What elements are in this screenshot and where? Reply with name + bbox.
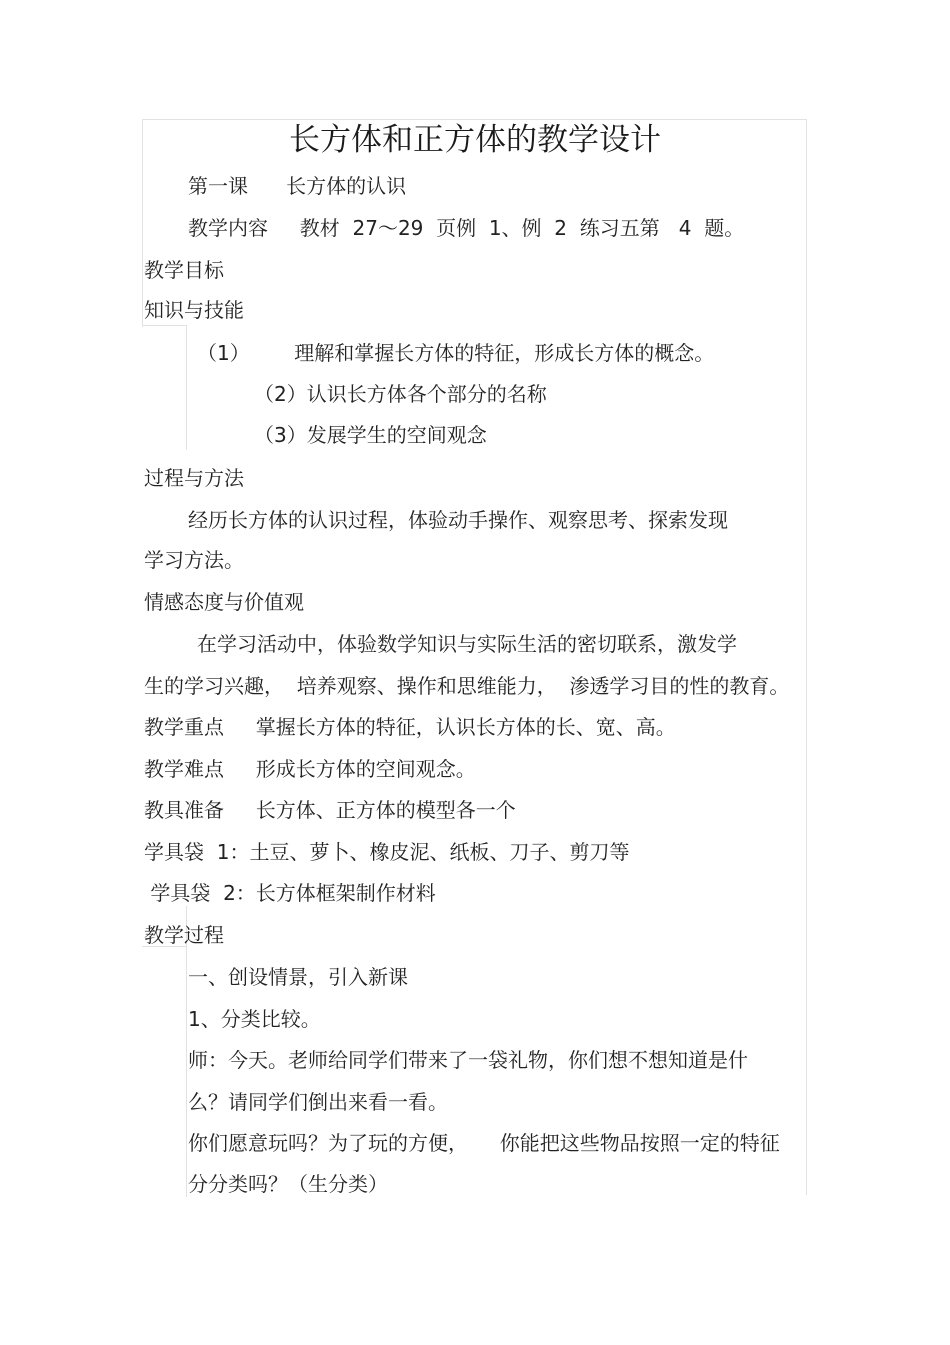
process-step-heading: 一、创设情景，引入新课 (188, 965, 408, 989)
subsection-heading-process-methods: 过程与方法 (144, 466, 244, 490)
section-heading-teaching-process: 教学过程 (144, 923, 224, 947)
teaching-aids-line: 教具准备 长方体、正方体的模型各一个 (144, 798, 516, 822)
goal-item-1: （1） 理解和掌握长方体的特征，形成长方体的概念。 (197, 341, 715, 365)
teaching-difficulty-line: 教学难点 形成长方体的空间观念。 (144, 757, 476, 781)
teaching-focus-line: 教学重点 掌握长方体的特征，认识长方体的长、宽、高。 (144, 715, 676, 739)
student-kit-2-line: 学具袋 2：长方体框架制作材料 (144, 881, 436, 905)
goal-item-3: （3）发展学生的空间观念 (254, 423, 487, 447)
subsection-heading-attitude-values: 情感态度与价值观 (144, 590, 304, 614)
paragraph-line: 在学习活动中，体验数学知识与实际生活的密切联系，激发学 (197, 632, 737, 656)
section-heading-teaching-goals: 教学目标 (144, 258, 224, 282)
paragraph-line: 学习方法。 (144, 548, 244, 572)
page-frame-right-border (806, 119, 807, 1195)
paragraph-line: 经历长方体的认识过程，体验动手操作、观察思考、探索发现 (188, 508, 728, 532)
dialogue-line: 师：今天。老师给同学们带来了一袋礼物，你们想不想知道是什 (188, 1048, 748, 1072)
dialogue-line: 么？请同学们倒出来看一看。 (188, 1090, 448, 1114)
lesson-heading: 第一课 长方体的认识 (188, 174, 407, 198)
goal-item-2: （2）认识长方体各个部分的名称 (254, 382, 547, 406)
teaching-content-line: 教学内容 教材 27～29 页例 1、例 2 练习五第 4 题。 (188, 216, 745, 240)
dialogue-line: 你们愿意玩吗？为了玩的方便， 你能把这些物品按照一定的特征 (188, 1131, 780, 1155)
subsection-heading-knowledge-skills: 知识与技能 (144, 298, 244, 322)
document-title: 长方体和正方体的教学设计 (289, 122, 661, 158)
student-kit-1-line: 学具袋 1：土豆、萝卜、橡皮泥、纸板、刀子、剪刀等 (144, 840, 630, 864)
dialogue-line: 分分类吗？（生分类） (188, 1172, 388, 1196)
process-substep: 1、分类比较。 (188, 1007, 321, 1031)
paragraph-line: 生的学习兴趣， 培养观察、操作和思维能力， 渗透学习目的性的教育。 (144, 674, 790, 698)
table-cell-border (142, 946, 187, 1197)
table-cell-border (142, 325, 187, 450)
